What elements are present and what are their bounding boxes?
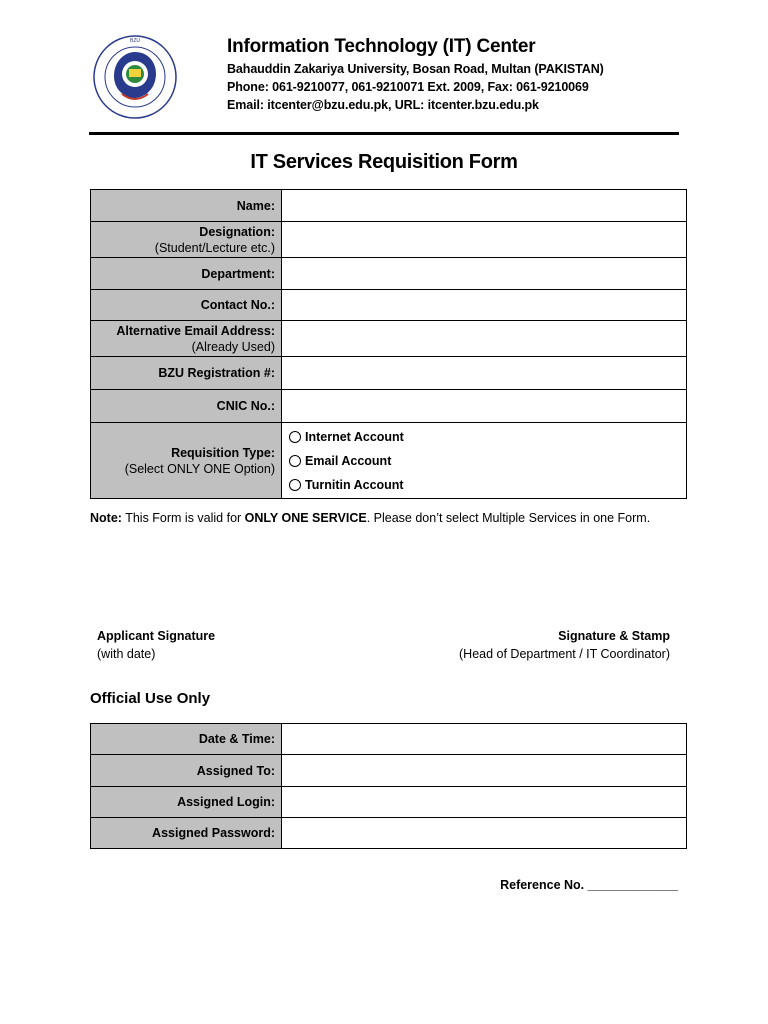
field-label: Alternative Email Address: (Already Used): [91, 321, 282, 357]
form-row-department: [91, 258, 687, 290]
center-title: Information Technology (IT) Center: [227, 36, 536, 57]
department-field[interactable]: [282, 258, 687, 290]
field-label: Requisition Type: (Select ONLY ONE Option): [91, 423, 282, 499]
radio-icon[interactable]: [289, 455, 301, 467]
official-row-login: [91, 787, 687, 818]
field-label: Assigned Login:: [91, 787, 282, 818]
name-field[interactable]: [282, 190, 687, 222]
assigned-to-field[interactable]: [282, 755, 687, 787]
assigned-password-field[interactable]: [282, 818, 687, 849]
field-label: Assigned Password:: [91, 818, 282, 849]
option-turnitin-account[interactable]: Turnitin Account: [282, 473, 686, 497]
form-row-alt-email: [91, 321, 687, 357]
field-label: Date & Time:: [91, 724, 282, 755]
date-time-field[interactable]: [282, 724, 687, 755]
form-title: IT Services Requisition Form: [250, 151, 518, 173]
alt-email-field[interactable]: [282, 321, 687, 357]
form-row-cnic: [91, 390, 687, 423]
header-email: Email: itcenter@bzu.edu.pk, URL: itcenter.bzu.edu.pk: [227, 98, 539, 112]
form-row-designation: [91, 222, 687, 258]
form-row-name: [91, 190, 687, 222]
field-label: Department:: [91, 258, 282, 290]
requisition-table: [90, 189, 687, 499]
official-use-heading: Official Use Only: [90, 690, 211, 707]
reference-number: Reference No. _____________: [500, 878, 678, 892]
official-row-password: [91, 818, 687, 849]
hod-signature: Signature & Stamp (Head of Department / IT Coordinator): [459, 629, 670, 661]
designation-field[interactable]: [282, 222, 687, 258]
requisition-options: [282, 423, 687, 499]
contact-field[interactable]: [282, 290, 687, 321]
radio-icon[interactable]: [289, 431, 301, 443]
option-internet-account[interactable]: Internet Account: [282, 425, 686, 449]
official-row-date: [91, 724, 687, 755]
field-label: Assigned To:: [91, 755, 282, 787]
official-use-table: [90, 723, 687, 849]
assigned-login-field[interactable]: [282, 787, 687, 818]
form-row-registration: [91, 357, 687, 390]
cnic-field[interactable]: [282, 390, 687, 423]
svg-text:BZU: BZU: [130, 38, 140, 44]
field-label: BZU Registration #:: [91, 357, 282, 390]
header-phone: Phone: 061-9210077, 061-9210071 Ext. 2009, Fax: 061-9210069: [227, 80, 589, 94]
university-logo: [92, 34, 178, 120]
field-label: Contact No.:: [91, 290, 282, 321]
applicant-signature: Applicant Signature (with date): [97, 629, 216, 661]
header-address: Bahauddin Zakariya University, Bosan Road, Multan (PAKISTAN): [227, 62, 604, 76]
form-note: Note: This Form is valid for ONLY ONE SERVICE. Please don’t select Multiple Services in one Form.: [90, 511, 651, 525]
radio-icon[interactable]: [289, 479, 301, 491]
field-label: CNIC No.:: [91, 390, 282, 423]
form-row-contact: [91, 290, 687, 321]
form-row-requisition-type: [91, 423, 687, 499]
registration-field[interactable]: [282, 357, 687, 390]
official-row-assigned-to: [91, 755, 687, 787]
field-label: Name:: [91, 190, 282, 222]
header-divider: [89, 132, 679, 135]
field-label: Designation: (Student/Lecture etc.): [91, 222, 282, 258]
option-email-account[interactable]: Email Account: [282, 449, 686, 473]
